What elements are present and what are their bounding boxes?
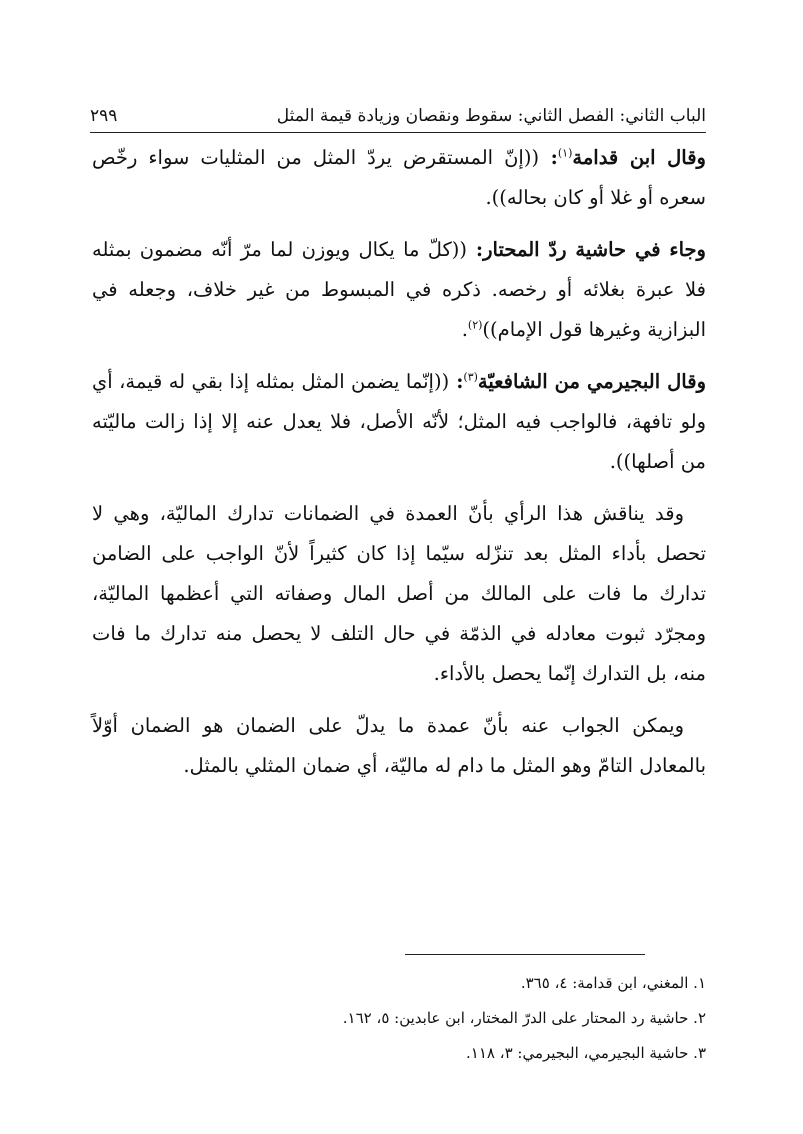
paragraph-response: ويمكن الجواب عنه بأنّ عمدة ما يدلّ على الضمان هو الضمان أوّلاً بالمعادل التامّ وهو المثل ما دام له ماليّة، أي ضمان المثلي بالمثل.: [92, 714, 706, 777]
lead-separator: :: [449, 370, 464, 393]
footnote-3: ٣. حاشية البجيرمي، البجيرمي: ٣، ١١٨.: [466, 1044, 706, 1062]
quotation: ((إنّما يضمن المثل بمثله إذا بقي له قيمة، أي ولو تافهة، فالواجب فيه المثل؛ لأنّه الأصل، فلا يعدل عنه إلا إذا زالت ماليّته من أصلها)).: [92, 370, 706, 473]
footnote-ref: (٢): [467, 318, 483, 332]
paragraph-objection: وقد يناقش هذا الرأي بأنّ العمدة في الضمانات تدارك الماليّة، وهي لا تحصل بأداء المثل بعد تنزّله سيّما إذا كان كثيراً لأنّ الواجب على الضامن تدارك ما فات على المالك من أصل المال وصفاته التي أعظمها الماليّة، ومجرّد ثبوت معادله في الذمّة في حال التلف لا يحصل منه تدارك ما فات منه، بل التدارك إنّما يحصل بالأداء.: [92, 502, 706, 685]
header-divider: [90, 132, 706, 133]
quotation: ((كلّ ما يكال ويوزن لما مرّ أنّه مضمون بمثله فلا عبرة بغلائه أو رخصه. ذكره في المبسوط من غير خلاف، وجعله في البزازية وغيرها قول الإمام)): [92, 238, 706, 341]
body-text: [92, 138, 706, 798]
footnotes: [260, 966, 706, 1071]
lead-separator: :: [467, 238, 484, 261]
footnote-ref: (٣): [463, 370, 478, 384]
footnote-2: ٢. حاشية رد المحتار على الدرّ المختار، ابن عابدين: ٥، ١٦٢.: [342, 1009, 706, 1027]
paragraph-bujayrami: [92, 362, 706, 482]
sentence-end: .: [461, 318, 468, 341]
lead-separator: :: [539, 146, 558, 169]
paragraph-ibn-qudama: [92, 138, 706, 218]
footnote-divider: [405, 954, 645, 955]
paragraph-lead: وقال البجيرمي من الشافعيّة: [477, 370, 706, 393]
quotation: ((إنّ المستقرض يردّ المثل من المثليات سواء رخّص سعره أو غلا أو كان بحاله)).: [92, 146, 706, 209]
footnote-ref: (١): [557, 146, 573, 160]
footnote-1: ١. المغني، ابن قدامة: ٤، ٣٦٥.: [520, 974, 706, 992]
chapter-title: الباب الثاني: الفصل الثاني: سقوط ونقصان وزيادة قيمة المثل: [276, 106, 706, 126]
page-number: ٢٩٩: [90, 106, 118, 126]
paragraph-lead: وجاء في حاشية ردّ المحتار: [483, 238, 706, 261]
paragraph-lead: وقال ابن قدامة: [572, 146, 706, 169]
paragraph-radd-al-muhtar: [92, 230, 706, 350]
running-header: [90, 92, 706, 126]
